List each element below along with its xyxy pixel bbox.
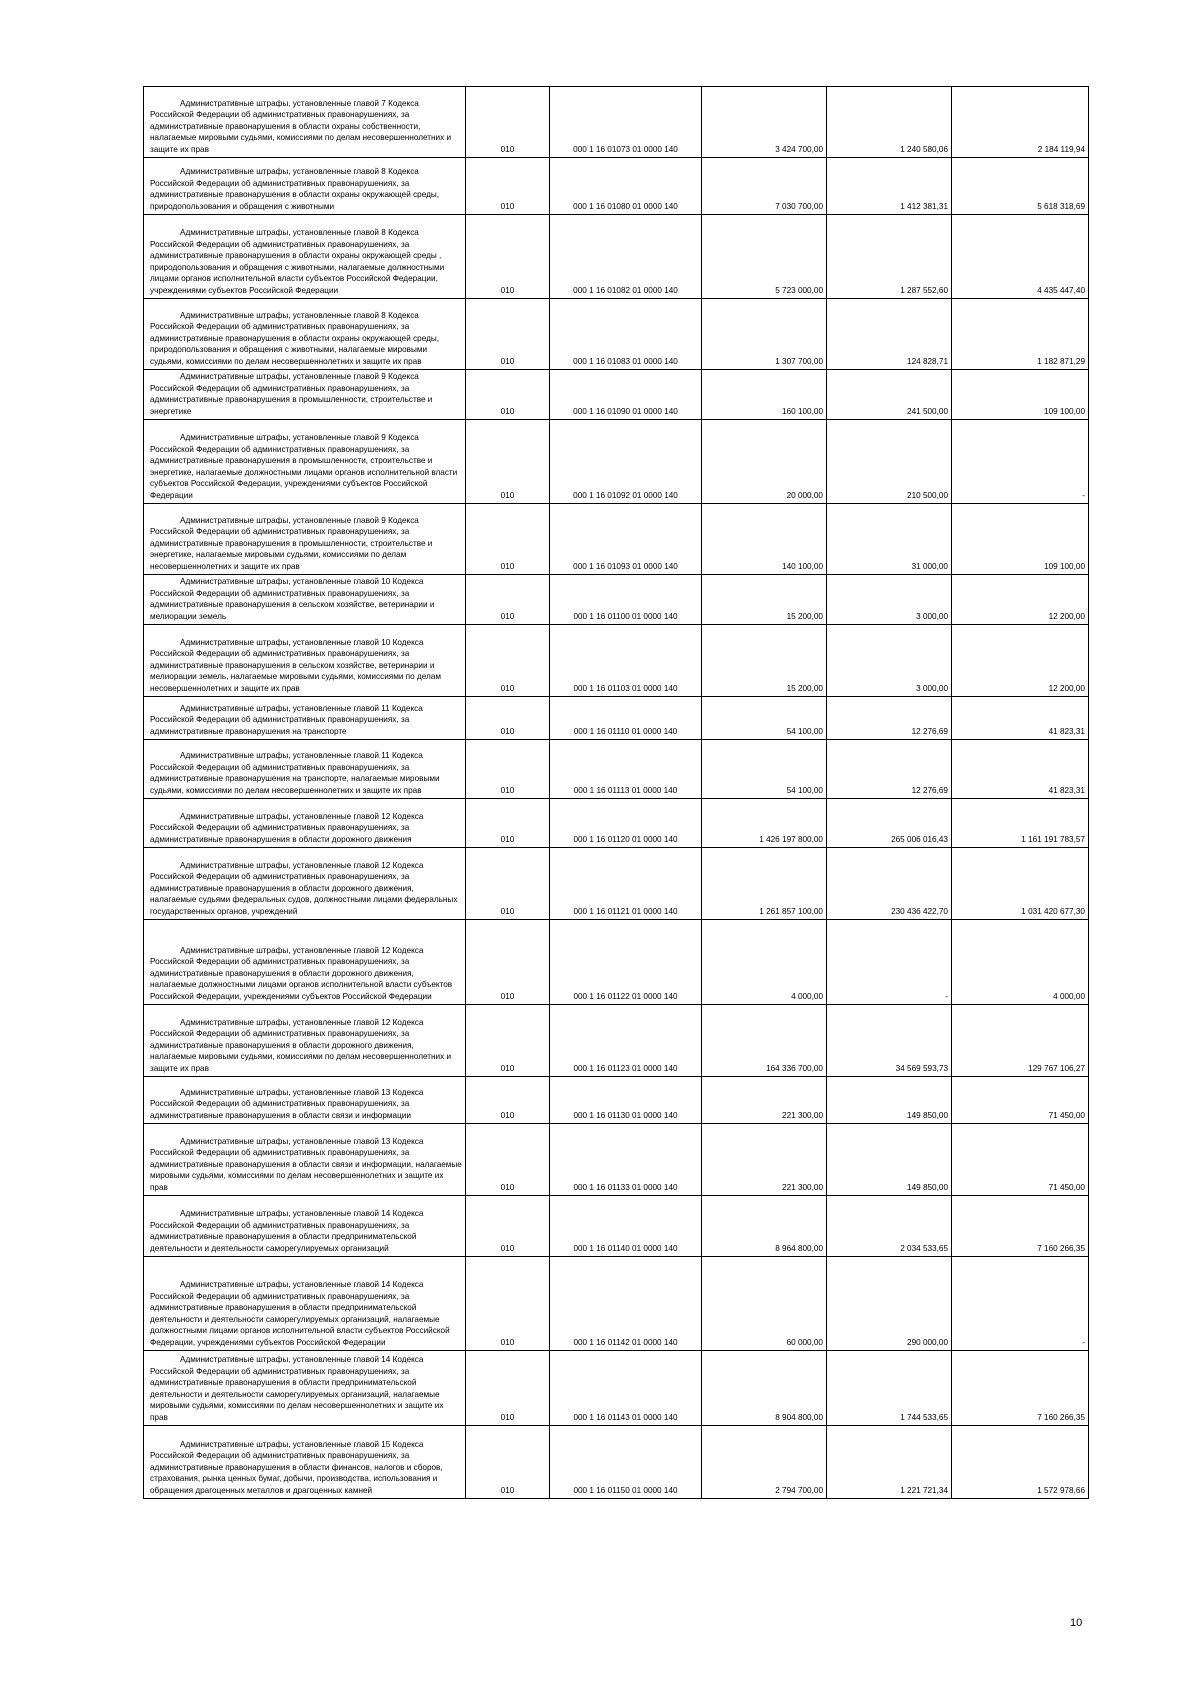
- table-row: [144, 158, 1089, 215]
- row-executed-amount: [827, 697, 952, 740]
- row-unexecuted-amount: [952, 370, 1089, 420]
- table-row: [144, 740, 1089, 799]
- row-name-text: Административные штрафы, установленные главой 8 Кодекса Российской Федерации об административных правонарушениях, за административные правонарушения в области охраны окружающей среды , природопользования и обращения с животными, налагаемые должностными лицами органов исполнительной власти субъектов Российской Федерации, учреждениями субъектов Российской Федерации: [150, 228, 445, 295]
- row-unexecuted-amount-text: 1 161 191 783,57: [1021, 834, 1085, 844]
- row-budget-code: [550, 740, 702, 799]
- row-budget-code-text: 000 1 16 01113 01 0000 140: [573, 785, 678, 795]
- row-line-code-text: 010: [500, 1337, 515, 1347]
- row-name-text: Административные штрафы, установленные главой 15 Кодекса Российской Федерации об административных правонарушениях, за административные правонарушения в области финансов, налогов и сборов, страхования, рынка ценных бумаг, добычи, производства, использования и обращения драгоценных металлов и драгоценных камней: [150, 1439, 443, 1495]
- row-budget-code-text: 000 1 16 01090 01 0000 140: [573, 406, 678, 416]
- table-row: [144, 848, 1089, 920]
- row-line-code: [466, 1257, 550, 1351]
- table-row: [144, 1351, 1089, 1426]
- row-executed-amount-text: 1 744 533,65: [900, 1412, 948, 1422]
- row-budget-code-text: 000 1 16 01080 01 0000 140: [573, 201, 678, 211]
- row-budget-code: [550, 1077, 702, 1124]
- row-executed-amount: [827, 740, 952, 799]
- row-name: [144, 848, 466, 920]
- row-line-code-text: 010: [500, 785, 515, 795]
- row-line-code: [466, 299, 550, 370]
- row-budget-code-text: 000 1 16 01140 01 0000 140: [573, 1243, 678, 1253]
- page-number: 10: [1070, 1617, 1083, 1629]
- row-budget-code: [550, 1124, 702, 1196]
- row-line-code: [466, 1005, 550, 1077]
- row-executed-amount: [827, 1124, 952, 1196]
- row-approved-amount-text: 20 000,00: [786, 490, 823, 500]
- row-name: [144, 1426, 466, 1499]
- row-budget-code-text: 000 1 16 01103 01 0000 140: [573, 683, 678, 693]
- table-row: [144, 215, 1089, 299]
- row-unexecuted-amount-text: 71 450,00: [1048, 1182, 1085, 1192]
- row-approved-amount-text: 7 030 700,00: [775, 201, 823, 211]
- row-line-code-text: 010: [500, 834, 515, 844]
- row-name: [144, 1351, 466, 1426]
- row-unexecuted-amount-text: 109 100,00: [1044, 561, 1085, 571]
- row-budget-code-text: 000 1 16 01082 01 0000 140: [573, 285, 678, 295]
- row-line-code: [466, 215, 550, 299]
- row-budget-code-text: 000 1 16 01093 01 0000 140: [573, 561, 678, 571]
- row-line-code: [466, 1196, 550, 1257]
- row-executed-amount: [827, 215, 952, 299]
- row-unexecuted-amount: [952, 697, 1089, 740]
- row-line-code: [466, 1077, 550, 1124]
- row-line-code-text: 010: [500, 1063, 515, 1073]
- row-approved-amount: [702, 504, 827, 575]
- row-name: [144, 920, 466, 1005]
- table-row: [144, 697, 1089, 740]
- row-executed-amount-text: 1 221 721,34: [900, 1485, 948, 1495]
- row-name-text: Административные штрафы, установленные главой 9 Кодекса Российской Федерации об административных правонарушениях, за административные правонарушения в промышленности, строительстве и энергетике: [150, 372, 433, 416]
- row-unexecuted-amount: [952, 420, 1089, 504]
- row-unexecuted-amount: [952, 625, 1089, 697]
- row-approved-amount: [702, 1196, 827, 1257]
- row-executed-amount-text: 149 850,00: [907, 1182, 948, 1192]
- row-unexecuted-amount: [952, 1351, 1089, 1426]
- row-unexecuted-amount: [952, 504, 1089, 575]
- row-budget-code: [550, 920, 702, 1005]
- row-budget-code: [550, 575, 702, 625]
- row-approved-amount: [702, 740, 827, 799]
- row-line-code-text: 010: [500, 201, 515, 211]
- row-approved-amount: [702, 158, 827, 215]
- table-row: [144, 370, 1089, 420]
- row-approved-amount: [702, 697, 827, 740]
- row-executed-amount: [827, 504, 952, 575]
- row-approved-amount-text: 160 100,00: [782, 406, 823, 416]
- row-approved-amount-text: 8 964 800,00: [775, 1243, 823, 1253]
- row-name-text: Административные штрафы, установленные главой 12 Кодекса Российской Федерации об административных правонарушениях, за административные правонарушения в области дорожного движения, налагаемые судьями федеральных судов, должностными лицами федеральных государственных органов, учреждений: [150, 860, 458, 916]
- row-executed-amount: [827, 158, 952, 215]
- row-name: [144, 1124, 466, 1196]
- table-row: [144, 625, 1089, 697]
- row-executed-amount: [827, 848, 952, 920]
- row-approved-amount-text: 221 300,00: [782, 1182, 823, 1192]
- row-executed-amount-text: 2 034 533,65: [900, 1243, 948, 1253]
- row-budget-code: [550, 1351, 702, 1426]
- row-budget-code: [550, 158, 702, 215]
- row-name-text: Административные штрафы, установленные главой 14 Кодекса Российской Федерации об административных правонарушениях, за административные правонарушения в области предпринимательской деятельности и деятельности саморегулируемых организаций, налагаемые мировыми судьями, комиссиями по делам несовершеннолетних и защите их прав: [150, 1355, 444, 1422]
- row-budget-code-text: 000 1 16 01143 01 0000 140: [573, 1412, 678, 1422]
- row-budget-code: [550, 1196, 702, 1257]
- table-row: [144, 799, 1089, 848]
- row-unexecuted-amount: [952, 1196, 1089, 1257]
- row-name: [144, 299, 466, 370]
- row-budget-code-text: 000 1 16 01142 01 0000 140: [573, 1337, 678, 1347]
- row-unexecuted-amount-text: 41 823,31: [1048, 785, 1085, 795]
- row-executed-amount-text: 3 000,00: [916, 611, 948, 621]
- row-line-code-text: 010: [500, 1485, 515, 1495]
- table-row: [144, 1124, 1089, 1196]
- row-line-code-text: 010: [500, 906, 515, 916]
- row-name-text: Административные штрафы, установленные главой 8 Кодекса Российской Федерации об административных правонарушениях, за административные правонарушения в области охраны окружающей среды, природопользования и обращения с животными: [150, 167, 440, 211]
- row-approved-amount-text: 1 261 857 100,00: [759, 906, 823, 916]
- row-executed-amount-text: 1 412 381,31: [900, 201, 948, 211]
- row-executed-amount-text: 265 006 016,43: [891, 834, 948, 844]
- row-budget-code-text: 000 1 16 01133 01 0000 140: [573, 1182, 678, 1192]
- row-name-text: Административные штрафы, установленные главой 7 Кодекса Российской Федерации об административных правонарушениях, за административные правонарушения в области охраны собственности, налагаемые мировыми судьями, комиссиями по делам несовершеннолетних и защите их прав: [150, 98, 452, 154]
- row-executed-amount-text: 241 500,00: [907, 406, 948, 416]
- row-approved-amount: [702, 1005, 827, 1077]
- row-budget-code: [550, 504, 702, 575]
- row-approved-amount-text: 60 000,00: [786, 1337, 823, 1347]
- table-row: [144, 87, 1089, 158]
- row-line-code: [466, 1124, 550, 1196]
- row-line-code-text: 010: [500, 1182, 515, 1192]
- row-unexecuted-amount: [952, 848, 1089, 920]
- row-name-text: Административные штрафы, установленные главой 14 Кодекса Российской Федерации об административных правонарушениях, за административные правонарушения в области предпринимательской деятельности и деятельности саморегулируемых организаций, налагаемые должностными лицами органов исполнительной власти субъектов Российской Федерации, учреждениями субъектов Российской Федерации: [150, 1280, 450, 1347]
- row-budget-code-text: 000 1 16 01150 01 0000 140: [573, 1485, 678, 1495]
- row-budget-code: [550, 215, 702, 299]
- row-unexecuted-amount: [952, 1005, 1089, 1077]
- row-executed-amount: [827, 1077, 952, 1124]
- row-line-code: [466, 158, 550, 215]
- row-approved-amount-text: 2 794 700,00: [775, 1485, 823, 1495]
- row-approved-amount: [702, 299, 827, 370]
- row-unexecuted-amount: [952, 1077, 1089, 1124]
- row-line-code-text: 010: [500, 490, 515, 500]
- row-unexecuted-amount-text: 5 618 318,69: [1037, 201, 1085, 211]
- table-row: [144, 920, 1089, 1005]
- row-name: [144, 1077, 466, 1124]
- row-line-code-text: 010: [500, 561, 515, 571]
- row-executed-amount-text: 290 000,00: [907, 1337, 948, 1347]
- row-unexecuted-amount: [952, 799, 1089, 848]
- row-approved-amount: [702, 87, 827, 158]
- row-executed-amount: [827, 1005, 952, 1077]
- row-unexecuted-amount-text: 7 160 266,35: [1037, 1412, 1085, 1422]
- row-approved-amount-text: 1 307 700,00: [775, 356, 823, 366]
- row-executed-amount-text: -: [945, 991, 948, 1001]
- row-unexecuted-amount-text: 1 031 420 677,30: [1021, 906, 1085, 916]
- row-name: [144, 158, 466, 215]
- row-unexecuted-amount-text: 4 000,00: [1053, 991, 1085, 1001]
- row-budget-code: [550, 87, 702, 158]
- row-budget-code-text: 000 1 16 01123 01 0000 140: [573, 1063, 678, 1073]
- row-unexecuted-amount-text: 41 823,31: [1048, 726, 1085, 736]
- row-unexecuted-amount: [952, 299, 1089, 370]
- row-line-code-text: 010: [500, 1110, 515, 1120]
- table-row: [144, 575, 1089, 625]
- row-budget-code: [550, 1005, 702, 1077]
- row-name-text: Административные штрафы, установленные главой 13 Кодекса Российской Федерации об административных правонарушениях, за административные правонарушения в области связи и информации, налагаемые мировыми судьями, комиссиями по делам несовершеннолетних и защите их прав: [150, 1136, 462, 1192]
- row-approved-amount: [702, 215, 827, 299]
- row-approved-amount: [702, 1077, 827, 1124]
- row-budget-code-text: 000 1 16 01121 01 0000 140: [573, 906, 678, 916]
- row-line-code-text: 010: [500, 285, 515, 295]
- row-budget-code: [550, 370, 702, 420]
- row-budget-code: [550, 697, 702, 740]
- row-name-text: Административные штрафы, установленные главой 13 Кодекса Российской Федерации об административных правонарушениях, за административные правонарушения в области связи и информации: [150, 1087, 424, 1120]
- row-unexecuted-amount-text: -: [1082, 1337, 1085, 1347]
- row-executed-amount-text: 210 500,00: [907, 490, 948, 500]
- row-executed-amount-text: 12 276,69: [911, 726, 948, 736]
- table-row: [144, 420, 1089, 504]
- row-budget-code-text: 000 1 16 01120 01 0000 140: [573, 834, 678, 844]
- row-approved-amount-text: 4 000,00: [791, 991, 823, 1001]
- row-executed-amount-text: 230 436 422,70: [891, 906, 948, 916]
- row-unexecuted-amount-text: 12 200,00: [1048, 683, 1085, 693]
- row-unexecuted-amount: [952, 215, 1089, 299]
- row-approved-amount-text: 164 336 700,00: [766, 1063, 823, 1073]
- row-name-text: Административные штрафы, установленные главой 10 Кодекса Российской Федерации об административных правонарушениях, за административные правонарушения в сельском хозяйстве, ветеринарии и мелиорации земель, налагаемые мировыми судьями, комиссиями по делам несовершеннолетних и защите их прав: [150, 637, 441, 693]
- row-name-text: Административные штрафы, установленные главой 11 Кодекса Российской Федерации об административных правонарушениях, за административные правонарушения на транспорте: [150, 703, 423, 736]
- row-name: [144, 1005, 466, 1077]
- row-name-text: Административные штрафы, установленные главой 8 Кодекса Российской Федерации об административных правонарушениях, за административные правонарушения в области охраны окружающей среды, природопользования и обращения с животными, налагаемые мировыми судьями, комиссиями по делам несовершеннолетних и защите их прав: [150, 310, 440, 366]
- row-unexecuted-amount-text: 4 435 447,40: [1037, 285, 1085, 295]
- row-unexecuted-amount-text: 12 200,00: [1048, 611, 1085, 621]
- row-executed-amount: [827, 299, 952, 370]
- row-executed-amount: [827, 1257, 952, 1351]
- row-line-code: [466, 504, 550, 575]
- row-unexecuted-amount: [952, 1124, 1089, 1196]
- row-unexecuted-amount: [952, 740, 1089, 799]
- row-budget-code-text: 000 1 16 01110 01 0000 140: [573, 726, 678, 736]
- row-executed-amount-text: 149 850,00: [907, 1110, 948, 1120]
- row-unexecuted-amount-text: 1 182 871,29: [1037, 356, 1085, 366]
- row-name-text: Административные штрафы, установленные главой 9 Кодекса Российской Федерации об административных правонарушениях, за административные правонарушения в промышленности, строительстве и энергетике, налагаемые должностными лицами органов исполнительной власти субъектов Российской Федерации, учреждениями субъектов Российской Федерации: [150, 433, 458, 500]
- row-unexecuted-amount-text: 129 767 106,27: [1028, 1063, 1085, 1073]
- row-line-code-text: 010: [500, 683, 515, 693]
- row-unexecuted-amount: [952, 87, 1089, 158]
- row-line-code-text: 010: [500, 144, 515, 154]
- row-unexecuted-amount: [952, 1257, 1089, 1351]
- row-line-code: [466, 87, 550, 158]
- row-name-text: Административные штрафы, установленные главой 12 Кодекса Российской Федерации об административных правонарушениях, за административные правонарушения в области дорожного движения, налагаемые должностными лицами органов исполнительной власти субъектов Российской Федерации, учреждениями субъектов Российской Федерации: [150, 945, 453, 1001]
- row-budget-code-text: 000 1 16 01083 01 0000 140: [573, 356, 678, 366]
- row-approved-amount: [702, 1426, 827, 1499]
- row-budget-code-text: 000 1 16 01130 01 0000 140: [573, 1110, 678, 1120]
- row-name: [144, 740, 466, 799]
- row-executed-amount: [827, 1426, 952, 1499]
- row-budget-code: [550, 625, 702, 697]
- row-budget-code: [550, 799, 702, 848]
- row-unexecuted-amount: [952, 575, 1089, 625]
- row-executed-amount: [827, 799, 952, 848]
- row-budget-code-text: 000 1 16 01073 01 0000 140: [573, 144, 678, 154]
- table-body: [144, 87, 1089, 1499]
- row-line-code: [466, 740, 550, 799]
- row-approved-amount: [702, 575, 827, 625]
- row-approved-amount: [702, 920, 827, 1005]
- row-budget-code-text: 000 1 16 01092 01 0000 140: [573, 490, 678, 500]
- row-budget-code: [550, 299, 702, 370]
- row-approved-amount-text: 8 904 800,00: [775, 1412, 823, 1422]
- row-line-code-text: 010: [500, 726, 515, 736]
- row-approved-amount: [702, 370, 827, 420]
- row-approved-amount: [702, 799, 827, 848]
- row-executed-amount-text: 31 000,00: [911, 561, 948, 571]
- row-name: [144, 215, 466, 299]
- row-executed-amount: [827, 920, 952, 1005]
- row-name: [144, 1257, 466, 1351]
- row-approved-amount-text: 140 100,00: [782, 561, 823, 571]
- row-line-code: [466, 697, 550, 740]
- row-line-code: [466, 920, 550, 1005]
- row-name: [144, 370, 466, 420]
- row-executed-amount-text: 34 569 593,73: [895, 1063, 948, 1073]
- row-line-code: [466, 420, 550, 504]
- row-unexecuted-amount-text: 2 184 119,94: [1037, 144, 1085, 154]
- row-approved-amount-text: 15 200,00: [786, 611, 823, 621]
- row-name: [144, 420, 466, 504]
- report-table: [143, 86, 1089, 1499]
- row-approved-amount: [702, 625, 827, 697]
- row-budget-code: [550, 420, 702, 504]
- row-approved-amount-text: 3 424 700,00: [775, 144, 823, 154]
- row-executed-amount-text: 3 000,00: [916, 683, 948, 693]
- row-approved-amount: [702, 420, 827, 504]
- row-name: [144, 1196, 466, 1257]
- row-line-code-text: 010: [500, 991, 515, 1001]
- row-executed-amount: [827, 1351, 952, 1426]
- row-line-code: [466, 1351, 550, 1426]
- row-approved-amount-text: 54 100,00: [786, 726, 823, 736]
- row-approved-amount-text: 5 723 000,00: [775, 285, 823, 295]
- row-approved-amount-text: 221 300,00: [782, 1110, 823, 1120]
- row-budget-code: [550, 1257, 702, 1351]
- row-budget-code-text: 000 1 16 01122 01 0000 140: [573, 991, 678, 1001]
- row-approved-amount-text: 54 100,00: [786, 785, 823, 795]
- row-executed-amount: [827, 575, 952, 625]
- row-approved-amount-text: 1 426 197 800,00: [759, 834, 823, 844]
- row-unexecuted-amount-text: 71 450,00: [1048, 1110, 1085, 1120]
- row-name-text: Административные штрафы, установленные главой 14 Кодекса Российской Федерации об административных правонарушениях, за административные правонарушения в области предпринимательской деятельности и деятельности саморегулируемых организаций: [150, 1209, 424, 1253]
- row-unexecuted-amount: [952, 920, 1089, 1005]
- row-approved-amount: [702, 848, 827, 920]
- row-name-text: Административные штрафы, установленные главой 12 Кодекса Российской Федерации об административных правонарушениях, за административные правонарушения в области дорожного движения, налагаемые мировыми судьями, комиссиями по делам несовершеннолетних и защите их прав: [150, 1017, 452, 1073]
- row-approved-amount: [702, 1257, 827, 1351]
- row-line-code: [466, 625, 550, 697]
- row-line-code-text: 010: [500, 1412, 515, 1422]
- row-executed-amount: [827, 1196, 952, 1257]
- row-name: [144, 697, 466, 740]
- row-line-code: [466, 848, 550, 920]
- row-name-text: Административные штрафы, установленные главой 12 Кодекса Российской Федерации об административных правонарушениях, за административные правонарушения в области дорожного движения: [150, 811, 424, 844]
- row-executed-amount-text: 1 287 552,60: [900, 285, 948, 295]
- table-row: [144, 504, 1089, 575]
- row-budget-code: [550, 848, 702, 920]
- row-line-code-text: 010: [500, 611, 515, 621]
- row-name: [144, 504, 466, 575]
- row-budget-code: [550, 1426, 702, 1499]
- row-name: [144, 87, 466, 158]
- row-unexecuted-amount: [952, 158, 1089, 215]
- table-row: [144, 299, 1089, 370]
- row-unexecuted-amount: [952, 1426, 1089, 1499]
- row-executed-amount: [827, 370, 952, 420]
- row-line-code-text: 010: [500, 356, 515, 366]
- table-row: [144, 1426, 1089, 1499]
- row-name: [144, 575, 466, 625]
- row-executed-amount: [827, 87, 952, 158]
- row-line-code-text: 010: [500, 406, 515, 416]
- row-line-code: [466, 1426, 550, 1499]
- table-row: [144, 1077, 1089, 1124]
- table-row: [144, 1257, 1089, 1351]
- row-name: [144, 799, 466, 848]
- row-name-text: Административные штрафы, установленные главой 9 Кодекса Российской Федерации об административных правонарушениях, за административные правонарушения в промышленности, строительстве и энергетике, налагаемые мировыми судьями, комиссиями по делам несовершеннолетних и защите их прав: [150, 515, 433, 571]
- row-approved-amount: [702, 1351, 827, 1426]
- row-unexecuted-amount-text: 1 572 978,66: [1037, 1485, 1085, 1495]
- row-line-code: [466, 370, 550, 420]
- row-line-code: [466, 575, 550, 625]
- row-unexecuted-amount-text: 109 100,00: [1044, 406, 1085, 416]
- row-executed-amount: [827, 420, 952, 504]
- row-name-text: Административные штрафы, установленные главой 11 Кодекса Российской Федерации об административных правонарушениях, за административные правонарушения на транспорте, налагаемые мировыми судьями, комиссиями по делам несовершеннолетних и защите их прав: [150, 751, 440, 795]
- row-budget-code-text: 000 1 16 01100 01 0000 140: [573, 611, 678, 621]
- row-executed-amount-text: 1 240 580,06: [900, 144, 948, 154]
- row-line-code-text: 010: [500, 1243, 515, 1253]
- row-executed-amount-text: 12 276,69: [911, 785, 948, 795]
- table-row: [144, 1005, 1089, 1077]
- row-executed-amount-text: 124 828,71: [907, 356, 948, 366]
- row-unexecuted-amount-text: 7 160 266,35: [1037, 1243, 1085, 1253]
- table-row: [144, 1196, 1089, 1257]
- row-name-text: Административные штрафы, установленные главой 10 Кодекса Российской Федерации об административных правонарушениях, за административные правонарушения в сельском хозяйстве, ветеринарии и мелиорации земель: [150, 577, 435, 621]
- row-approved-amount-text: 15 200,00: [786, 683, 823, 693]
- row-approved-amount: [702, 1124, 827, 1196]
- row-line-code: [466, 799, 550, 848]
- row-unexecuted-amount-text: -: [1082, 490, 1085, 500]
- row-executed-amount: [827, 625, 952, 697]
- row-name: [144, 625, 466, 697]
